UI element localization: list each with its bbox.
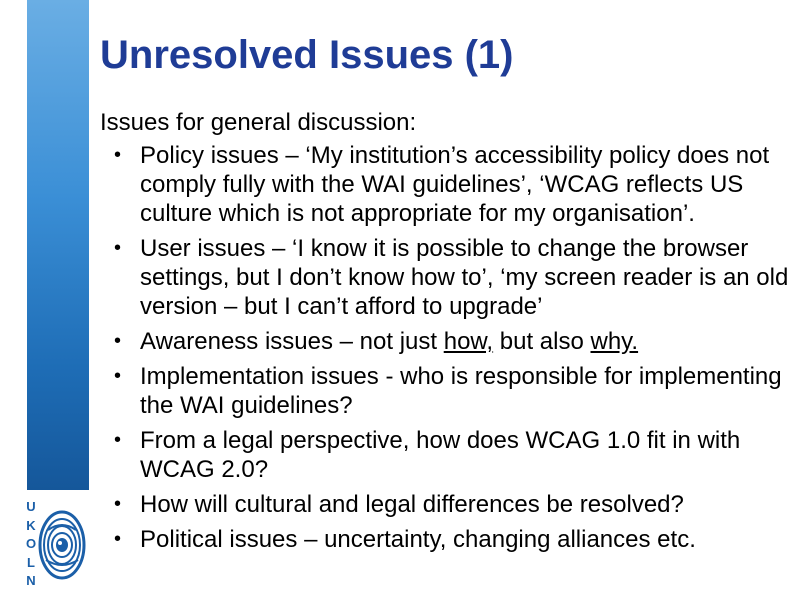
slide-title: Unresolved Issues (1) [100,33,514,77]
logo-letter: U [26,499,36,514]
ukoln-eye-logo-icon [38,510,86,580]
why-link[interactable]: why. [590,328,639,355]
how-link[interactable]: how, [443,328,494,355]
bullet-user-issues: • User issues – ‘I know it is possible to change the browser settings, but I don’t know how to’, ‘my screen reader is an old version – but I can’t afford to upgrade’ [100,234,790,321]
logo-letter: K [26,517,36,533]
logo-letters [24,500,38,588]
bullet-legal-perspective: • From a legal perspective, how does WCAG 1.0 fit in with WCAG 2.0? [100,426,790,484]
logo-letter: N [26,573,36,588]
ukoln-logo [24,500,88,588]
bullet-list [100,141,790,554]
slide-content [100,108,790,560]
side-gradient-bar [27,0,89,490]
bullet-cultural-legal-differences: • How will cultural and legal differences be resolved? [100,490,790,519]
intro-text: Issues for general discussion: [100,109,417,136]
bullet-policy-issues: • Policy issues – ‘My institution’s accessibility policy does not comply fully with the WAI guidelines’, ‘WCAG reflects US culture which is not appropriate for my organisation’. [100,141,790,228]
awareness-text-2: but also [493,328,591,355]
bullet-implementation-issues: • Implementation issues - who is responsible for implementing the WAI guidelines? [100,362,790,420]
logo-letter: O [25,536,37,551]
bullet-political-issues: • Political issues – uncertainty, changing alliances etc. [100,525,790,554]
bullet-awareness-issues [100,327,790,356]
awareness-text-1: Awareness issues – not just [140,328,444,355]
logo-letter: L [27,554,35,570]
